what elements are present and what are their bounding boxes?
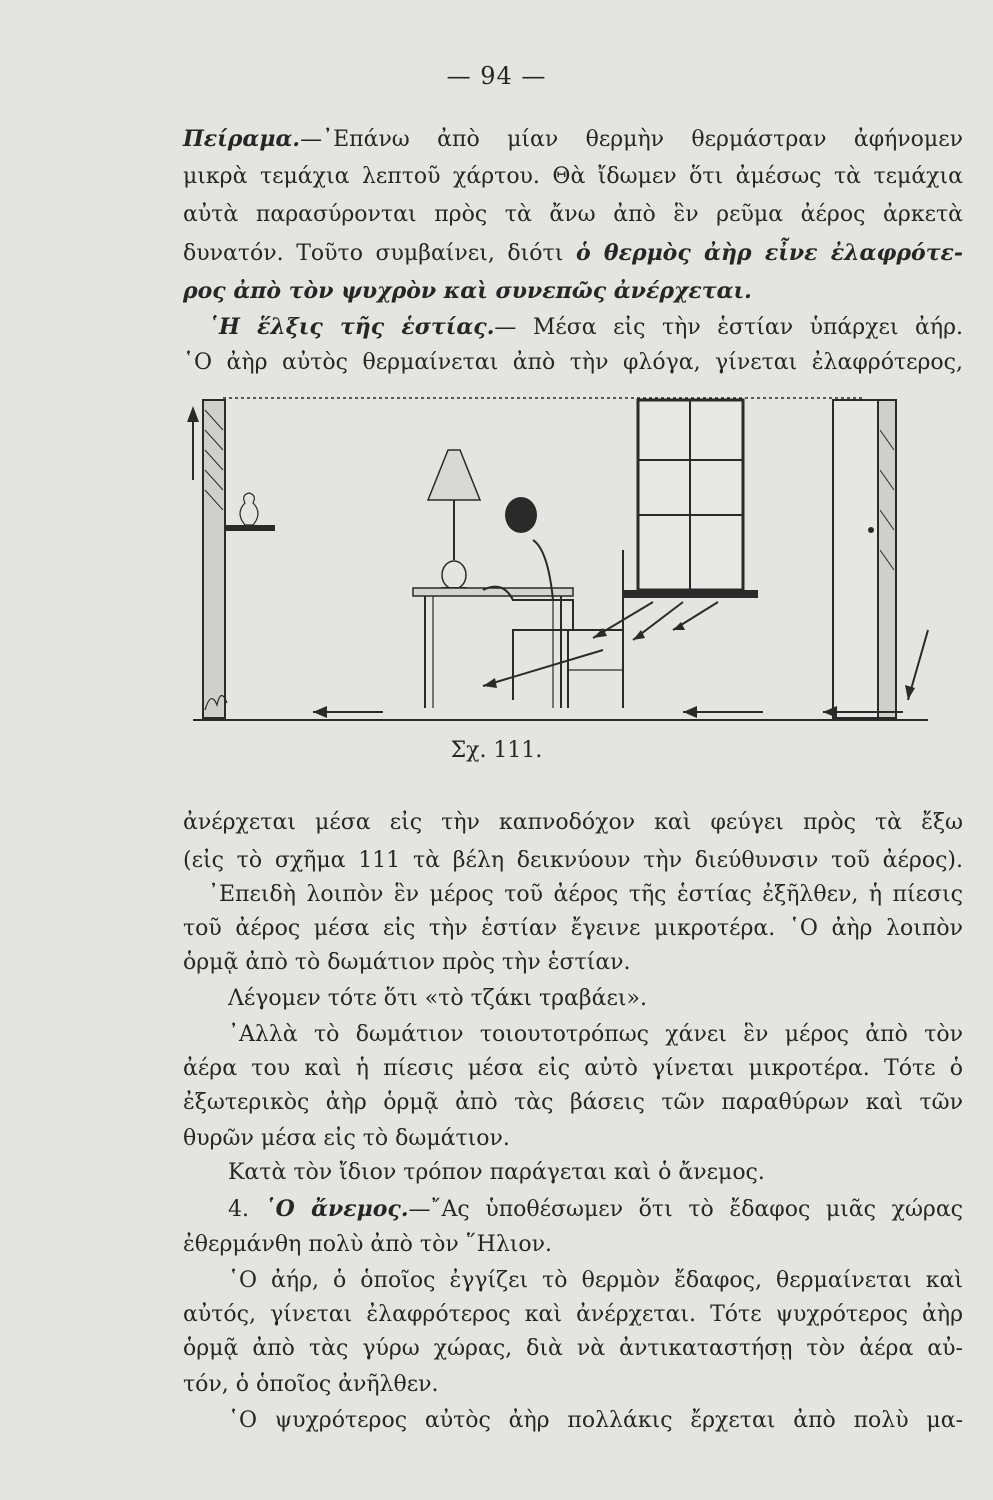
body-line: ὁρμᾷ ἀπὸ τὸ δωμάτιον πρὸς τὴν ἑστίαν.	[183, 950, 631, 975]
body-line: ᾿Αλλὰ τὸ δωμάτιον τοιουτοτρόπως χάνει ἓν μέρος ἀπὸ τὸν	[228, 1022, 963, 1047]
body-line: ῾Ο ψυχρότερος αὐτὸς ἀὴρ πολλάκις ἔρχεται ἀπὸ πολὺ μα-	[228, 1408, 963, 1433]
para1-line5-bold: ρος ἀπὸ τὸν ψυχρὸν καὶ συνεπῶς ἀνέρχεται.	[183, 278, 752, 304]
para1-line1-rest: —᾿Επάνω ἀπὸ μίαν θερμὴν θερμάστραν ἀφήνομεν	[300, 127, 963, 152]
para2-line2: ῾Ο ἀὴρ αὐτὸς θερμαίνεται ἀπὸ τὴν φλόγα, γίνεται ἐλαφρότερος,	[183, 350, 963, 375]
para2-lead: ῾Η ἕλξις τῆς ἑστίας.	[208, 314, 495, 340]
section4-line1-rest: —῎Ας ὑποθέσωμεν ὅτι τὸ ἔδαφος μιᾶς χώρας	[408, 1197, 963, 1222]
para1-line3: αὐτὰ παρασύρονται πρὸς τὰ ἄνω ἀπὸ ἓν ρεῦμα ἀέρος ἀρκετὰ	[183, 202, 963, 227]
body-line: τόν, ὁ ὁποῖος ἀνῆλθεν.	[183, 1372, 439, 1397]
para1-line4-bold: ὁ θερμὸς ἀὴρ εἶνε ἐλαφρότε-	[575, 240, 964, 266]
section4-lead: ῾Ο ἄνεμος.	[264, 1196, 409, 1222]
body-line: ἐξωτερικὸς ἀὴρ ὁρμᾷ ἀπὸ τὰς βάσεις τῶν παραθύρων καὶ τῶν	[183, 1090, 963, 1115]
para1-line5	[183, 276, 963, 307]
para1-line2: μικρὰ τεμάχια λεπτοῦ χάρτου. Θὰ ἴδωμεν ὅτι ἀμέσως τὰ τεμάχια	[183, 164, 963, 189]
section4-line1	[228, 1194, 963, 1225]
para1-lead: Πείραμα.	[183, 126, 301, 152]
para1-line1	[183, 124, 963, 155]
section4-number: 4.	[228, 1197, 249, 1222]
figure-111-illustration	[183, 390, 943, 730]
room-draft-drawing	[183, 390, 943, 730]
body-line: ἀέρα του καὶ ἡ πίεσις μέσα εἰς αὐτὸ γίνεται μικροτέρα. Τότε ὁ	[183, 1056, 963, 1081]
body-line: Κατὰ τὸν ἴδιον τρόπον παράγεται καὶ ὁ ἄνεμος.	[228, 1160, 765, 1185]
figure-caption: Σχ. 111.	[450, 738, 543, 763]
body-line: ῾Ο ἀήρ, ὁ ὁποῖος ἐγγίζει τὸ θερμὸν ἔδαφος, θερμαίνεται καὶ	[228, 1268, 963, 1293]
para1-line4	[183, 238, 963, 269]
body-line: θυρῶν μέσα εἰς τὸ δωμάτιον.	[183, 1126, 510, 1151]
body-line: ᾿Επειδὴ λοιπὸν ἓν μέρος τοῦ ἀέρος τῆς ἑστίας ἐξῆλθεν, ἡ πίεσις	[208, 882, 963, 907]
body-line: ὁρμᾷ ἀπὸ τὰς γύρω χώρας, διὰ νὰ ἀντικαταστήσῃ τὸν ἀέρα αὐ-	[183, 1336, 963, 1361]
para1-line4-plain: δυνατόν. Τοῦτο συμβαίνει, διότι	[183, 241, 564, 266]
body-line: τοῦ ἀέρος μέσα εἰς τὴν ἑστίαν ἔγεινε μικροτέρα. ῾Ο ἀὴρ λοιπὸν	[183, 916, 963, 941]
body-line: (εἰς τὸ σχῆμα 111 τὰ βέλη δεικνύουν τὴν διεύθυνσιν τοῦ ἀέρος).	[183, 848, 963, 873]
page-number: — 94 —	[446, 62, 547, 90]
para2-line1-rest: — Μέσα εἰς τὴν ἑστίαν ὑπάρχει ἀήρ.	[494, 315, 964, 340]
body-line: Λέγομεν τότε ὅτι «τὸ τζάκι τραβάει».	[228, 986, 647, 1011]
body-line: ἀνέρχεται μέσα εἰς τὴν καπνοδόχον καὶ φεύγει πρὸς τὰ ἔξω	[183, 810, 963, 835]
body-line: αὐτός, γίνεται ἐλαφρότερος καὶ ἀνέρχεται. Τότε ψυχρότερος ἀὴρ	[183, 1302, 963, 1327]
section4-line2: ἐθερμάνθη πολὺ ἀπὸ τὸν ῞Ηλιον.	[183, 1232, 553, 1257]
para2-line1	[208, 312, 963, 343]
